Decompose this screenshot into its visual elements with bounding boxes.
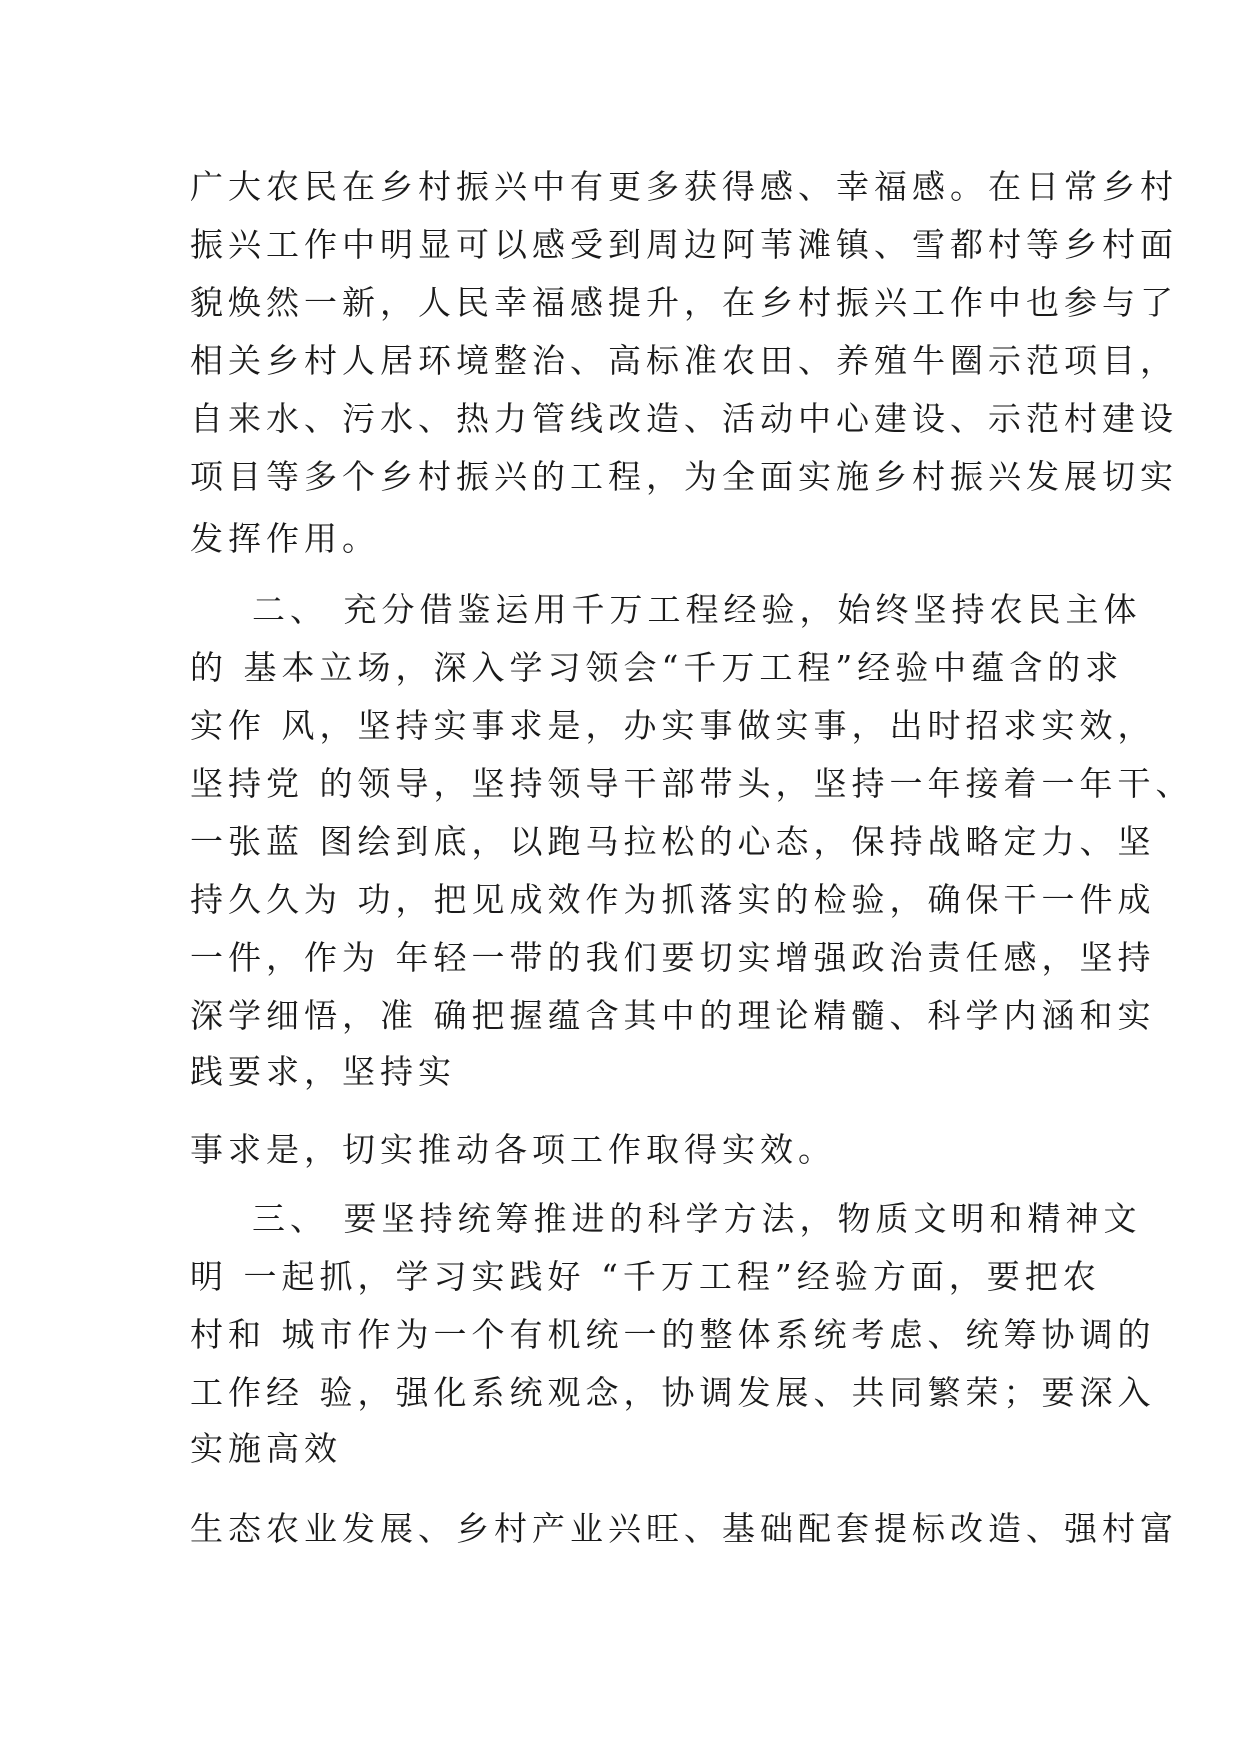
text-line: 村和 城市作为一个有机统一的整体系统考虑、统筹协调的 bbox=[190, 1315, 1156, 1354]
text-line: 三、 要坚持统筹推进的科学方法，物质文明和精神文 bbox=[252, 1199, 1142, 1238]
text-line: 貌焕然一新，人民幸福感提升，在乡村振兴工作中也参与了 bbox=[190, 283, 1178, 322]
text-line: 自来水、污水、热力管线改造、活动中心建设、示范村建设 bbox=[190, 399, 1178, 438]
text-line: 践要求，坚持实 bbox=[190, 1052, 456, 1091]
text-line: 相关乡村人居环境整治、高标准农田、养殖牛圈示范项目， bbox=[190, 341, 1178, 380]
text-line: 持久久为 功，把见成效作为抓落实的检验，确保干一件成 bbox=[190, 880, 1156, 919]
text-line: 广大农民在乡村振兴中有更多获得感、幸福感。在日常乡村 bbox=[190, 167, 1178, 206]
text-line: 一件，作为 年轻一带的我们要切实增强政治责任感，坚持 bbox=[190, 938, 1156, 977]
text-line: 明 一起抓，学习实践好 “千万工程”经验方面，要把农 bbox=[190, 1257, 1101, 1296]
text-line: 发挥作用。 bbox=[190, 519, 380, 558]
text-line: 实作 风，坚持实事求是，办实事做实事，出时招求实效， bbox=[190, 706, 1156, 745]
text-line: 坚持党 的领导，坚持领导干部带头，坚持一年接着一年干、 bbox=[190, 764, 1194, 803]
text-line: 事求是，切实推动各项工作取得实效。 bbox=[190, 1130, 836, 1169]
text-line: 的 基本立场，深入学习领会“千万工程”经验中蕴含的求 bbox=[190, 648, 1124, 687]
text-line: 生态农业发展、乡村产业兴旺、基础配套提标改造、强村富 bbox=[190, 1509, 1178, 1548]
text-line: 项目等多个乡村振兴的工程，为全面实施乡村振兴发展切实 bbox=[190, 457, 1178, 496]
text-line: 一张蓝 图绘到底，以跑马拉松的心态，保持战略定力、坚 bbox=[190, 822, 1156, 861]
text-line: 深学细悟，准 确把握蕴含其中的理论精髓、科学内涵和实 bbox=[190, 996, 1156, 1035]
text-line: 工作经 验，强化系统观念，协调发展、共同繁荣；要深入 bbox=[190, 1373, 1156, 1412]
text-line: 振兴工作中明显可以感受到周边阿苇滩镇、雪都村等乡村面 bbox=[190, 225, 1178, 264]
text-line: 实施高效 bbox=[190, 1429, 342, 1468]
text-line: 二、 充分借鉴运用千万工程经验，始终坚持农民主体 bbox=[252, 590, 1142, 629]
